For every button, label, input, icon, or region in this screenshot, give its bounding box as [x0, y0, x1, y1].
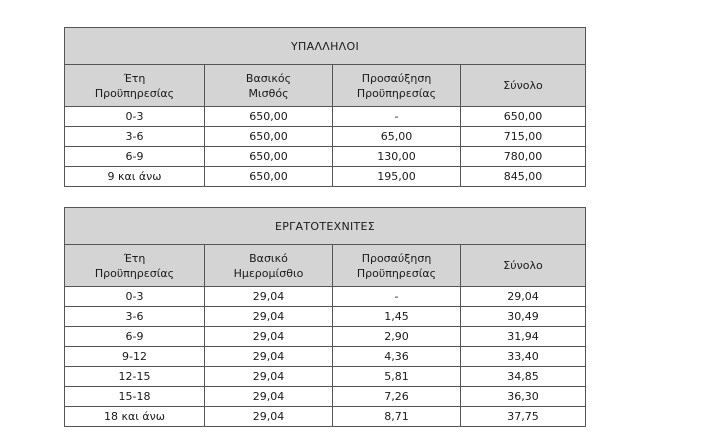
table-row	[65, 127, 586, 147]
cell-years: 0-3	[65, 107, 205, 127]
cell-years: 9-12	[65, 347, 205, 367]
cell-bonus: -	[333, 287, 461, 307]
cell-base: 29,04	[205, 407, 333, 427]
table-row	[65, 327, 586, 347]
cell-total: 30,49	[461, 307, 586, 327]
cell-years: 15-18	[65, 387, 205, 407]
table-row	[65, 107, 586, 127]
cell-base: 29,04	[205, 287, 333, 307]
table-row	[65, 287, 586, 307]
table-row	[65, 367, 586, 387]
header-row	[65, 65, 586, 107]
cell-base: 650,00	[205, 167, 333, 187]
col-header-base-salary: Βασικός Μισθός	[205, 65, 333, 107]
cell-years: 9 και άνω	[65, 167, 205, 187]
cell-base: 29,04	[205, 367, 333, 387]
cell-bonus: 7,26	[333, 387, 461, 407]
cell-total: 29,04	[461, 287, 586, 307]
cell-bonus: 130,00	[333, 147, 461, 167]
cell-years: 18 και άνω	[65, 407, 205, 427]
table-row	[65, 167, 586, 187]
table-title: ΥΠΑΛΛΗΛΟΙ	[65, 28, 586, 65]
cell-total: 650,00	[461, 107, 586, 127]
cell-base: 29,04	[205, 307, 333, 327]
cell-bonus: 5,81	[333, 367, 461, 387]
cell-total: 33,40	[461, 347, 586, 367]
col-header-total: Σύνολο	[461, 65, 586, 107]
cell-years: 12-15	[65, 367, 205, 387]
cell-bonus: -	[333, 107, 461, 127]
cell-bonus: 8,71	[333, 407, 461, 427]
cell-total: 37,75	[461, 407, 586, 427]
cell-base: 29,04	[205, 347, 333, 367]
col-header-years: Έτη Προϋπηρεσίας	[65, 245, 205, 287]
header-row	[65, 245, 586, 287]
table-row	[65, 147, 586, 167]
cell-total: 31,94	[461, 327, 586, 347]
col-header-base-daily-wage: Βασικό Ημερομίσθιο	[205, 245, 333, 287]
cell-bonus: 65,00	[333, 127, 461, 147]
table-title: ΕΡΓΑΤΟΤΕΧΝΙΤΕΣ	[65, 208, 586, 245]
cell-bonus: 195,00	[333, 167, 461, 187]
cell-base: 650,00	[205, 107, 333, 127]
cell-years: 6-9	[65, 327, 205, 347]
table-row	[65, 307, 586, 327]
cell-years: 3-6	[65, 127, 205, 147]
workers-wage-table	[64, 207, 586, 427]
col-header-seniority-bonus: Προσαύξηση Προϋπηρεσίας	[333, 245, 461, 287]
cell-base: 29,04	[205, 387, 333, 407]
employees-salary-table	[64, 27, 586, 187]
cell-years: 0-3	[65, 287, 205, 307]
cell-total: 34,85	[461, 367, 586, 387]
cell-total: 845,00	[461, 167, 586, 187]
cell-base: 650,00	[205, 147, 333, 167]
table-row	[65, 347, 586, 367]
cell-total: 715,00	[461, 127, 586, 147]
cell-bonus: 1,45	[333, 307, 461, 327]
cell-years: 6-9	[65, 147, 205, 167]
cell-base: 650,00	[205, 127, 333, 147]
table-row	[65, 407, 586, 427]
cell-bonus: 4,36	[333, 347, 461, 367]
col-header-years: Έτη Προϋπηρεσίας	[65, 65, 205, 107]
cell-bonus: 2,90	[333, 327, 461, 347]
cell-total: 780,00	[461, 147, 586, 167]
col-header-total: Σύνολο	[461, 245, 586, 287]
cell-base: 29,04	[205, 327, 333, 347]
col-header-seniority-bonus: Προσαύξηση Προϋπηρεσίας	[333, 65, 461, 107]
cell-total: 36,30	[461, 387, 586, 407]
table-row	[65, 387, 586, 407]
cell-years: 3-6	[65, 307, 205, 327]
